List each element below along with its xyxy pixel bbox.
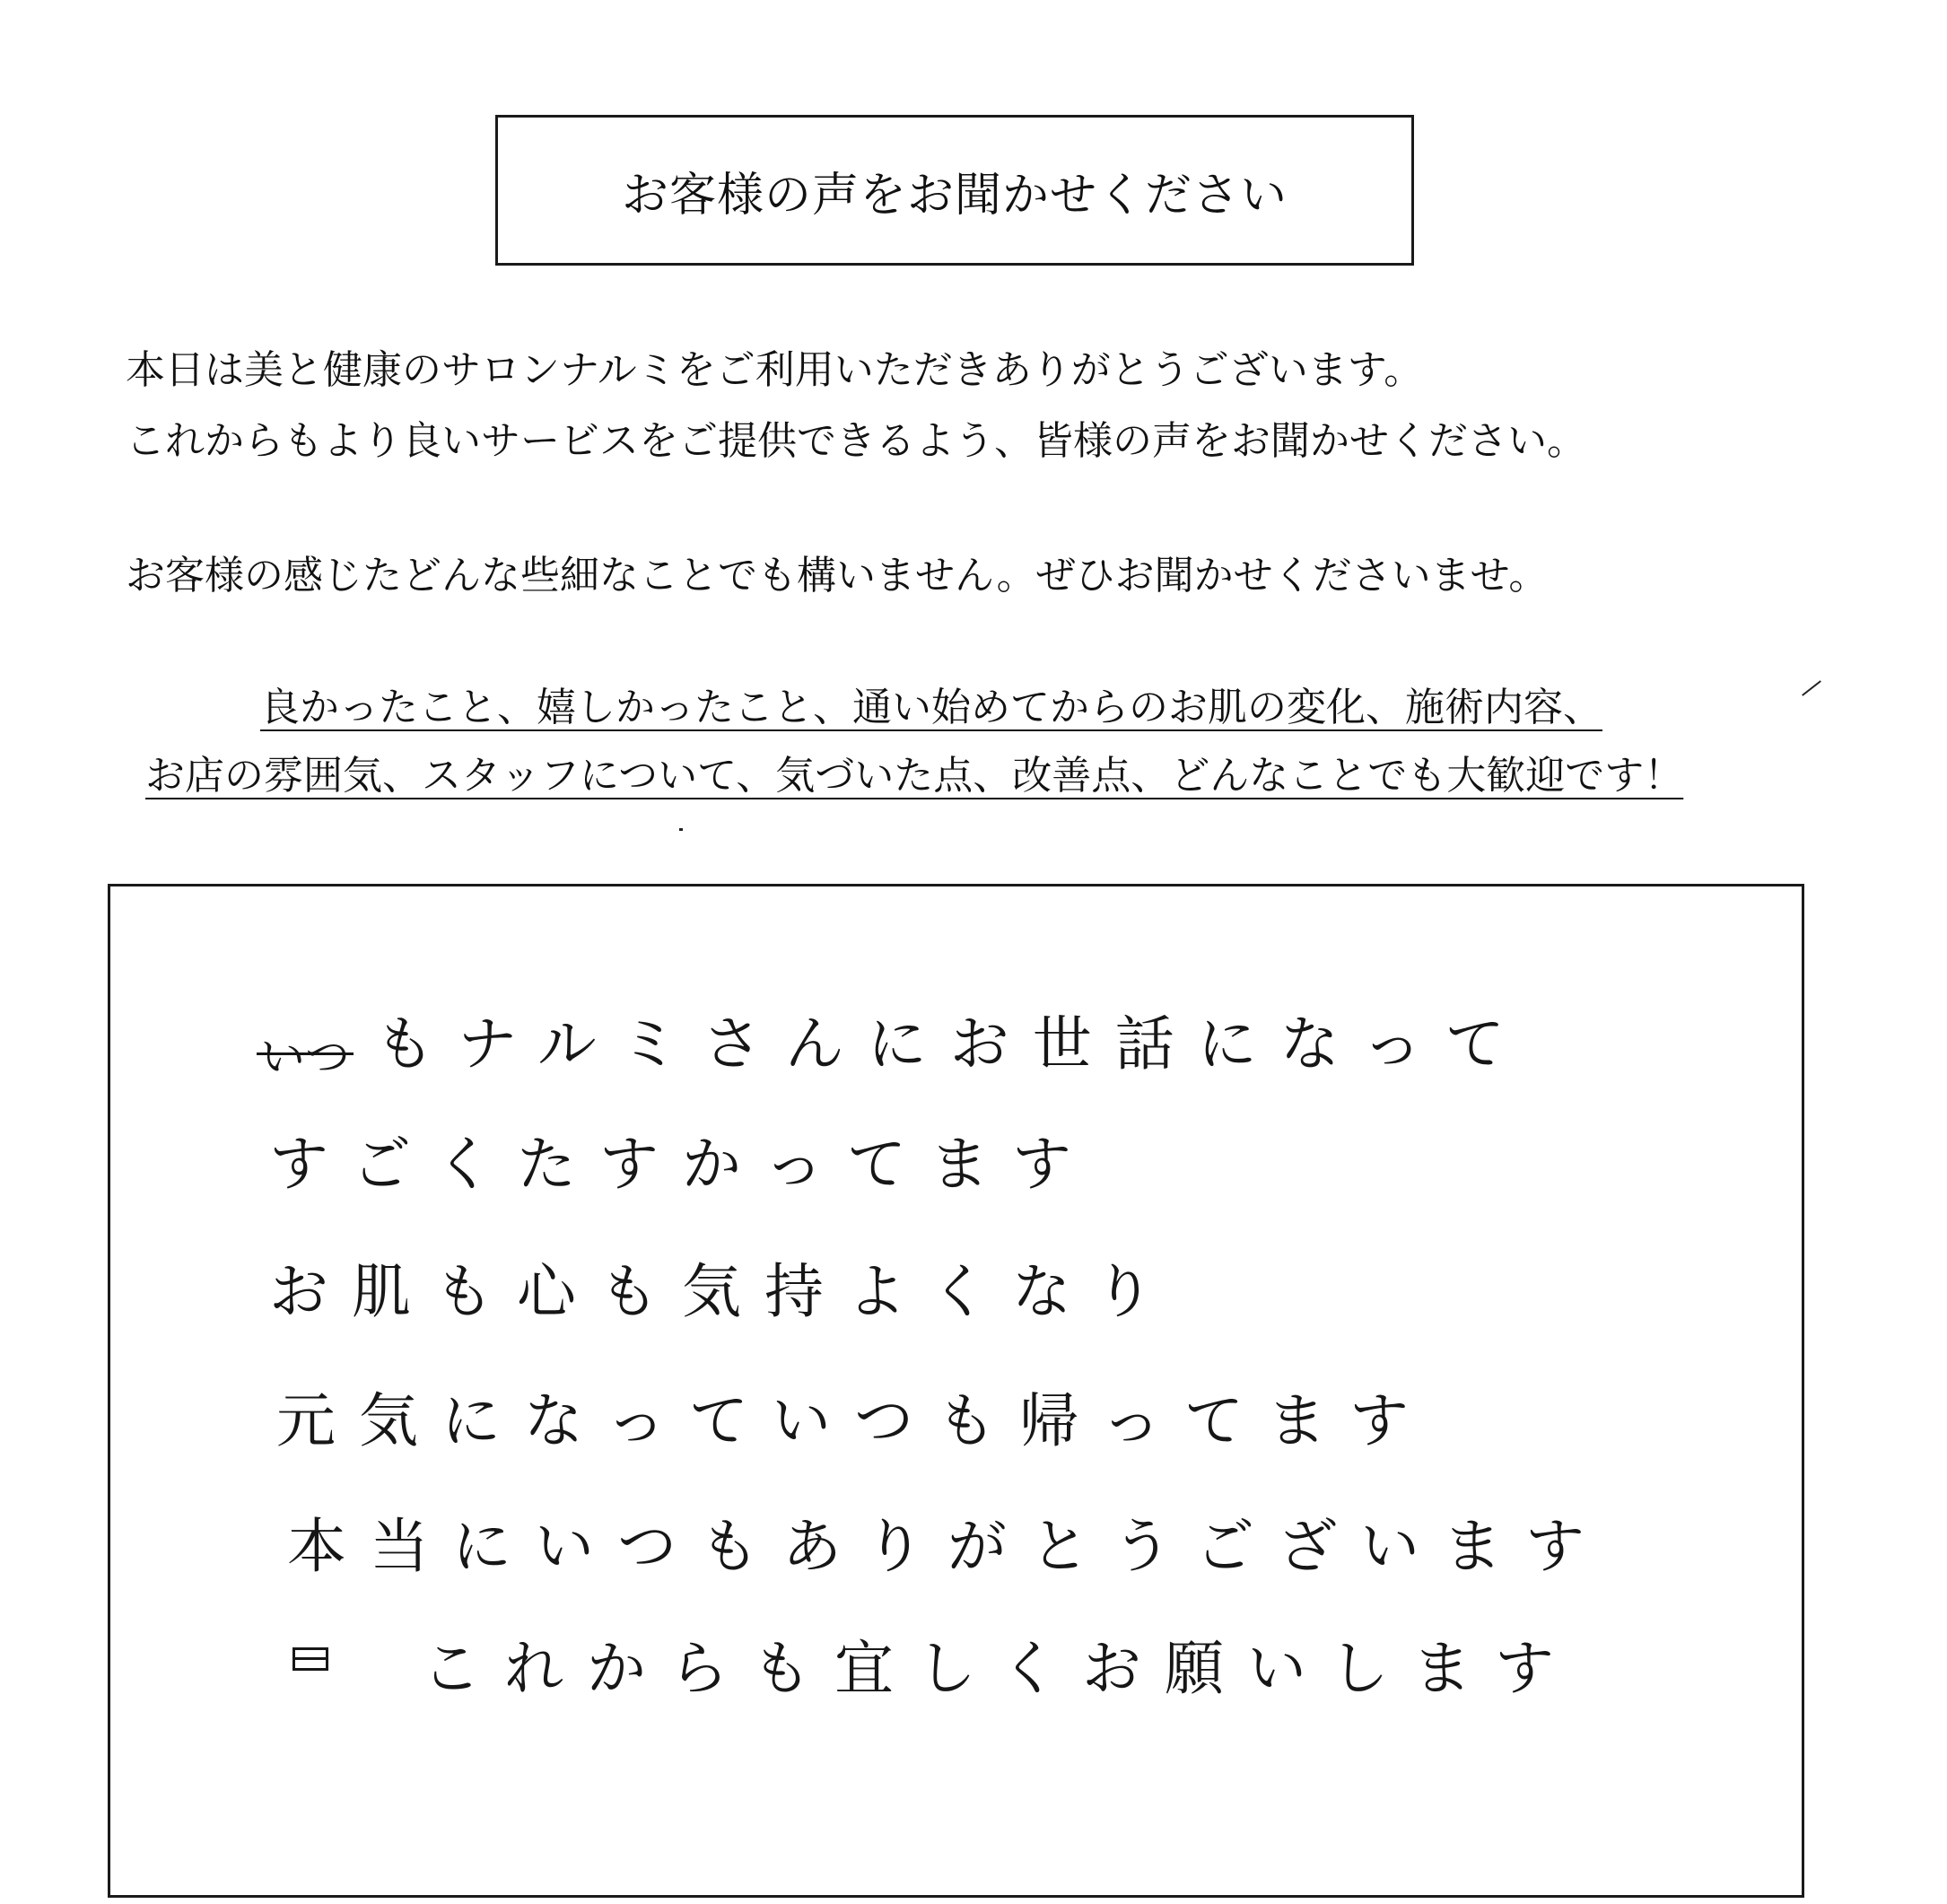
intro-text-line: 本日は美と健康のサロンナルミをご利用いただきありがとうございます。 bbox=[126, 347, 1424, 393]
handwritten-line: 元気になっていつも帰ってます bbox=[276, 1386, 1432, 1455]
handwritten-line: お肌も心も気持よくなり bbox=[269, 1257, 1177, 1326]
handwritten-line: 本当にいつもありがとうございます bbox=[287, 1512, 1608, 1581]
prompt-line: 良かったこと、嬉しかったこと、通い始めてからのお肌の変化、施術内容、 bbox=[260, 685, 1602, 730]
scan-stroke bbox=[1802, 680, 1821, 696]
scan-speck bbox=[679, 828, 683, 831]
struck-out-word: いつ bbox=[260, 1021, 350, 1086]
intro-text-line: これからもより良いサービスをご提供できるよう、皆様の声をお聞かせください。 bbox=[126, 418, 1586, 464]
handwritten-line: これからも宜しくお願いします bbox=[422, 1634, 1577, 1703]
handwritten-line: もナルミさんにお世話になって bbox=[375, 1009, 1528, 1079]
handwritten-line: すごくたすかってます bbox=[269, 1130, 1095, 1199]
intro-text-line: お客様の感じたどんな些細なことでも構いません。ぜひお聞かせくださいませ。 bbox=[126, 553, 1549, 598]
prompt-line: お店の雰囲気、スタッフについて、気づいた点、改善点、どんなことでも大歓迎です！ bbox=[145, 753, 1684, 799]
title-box bbox=[495, 115, 1414, 266]
scribbled-mark bbox=[292, 1647, 328, 1671]
page-title: お客様の声をお聞かせください bbox=[621, 168, 1288, 223]
